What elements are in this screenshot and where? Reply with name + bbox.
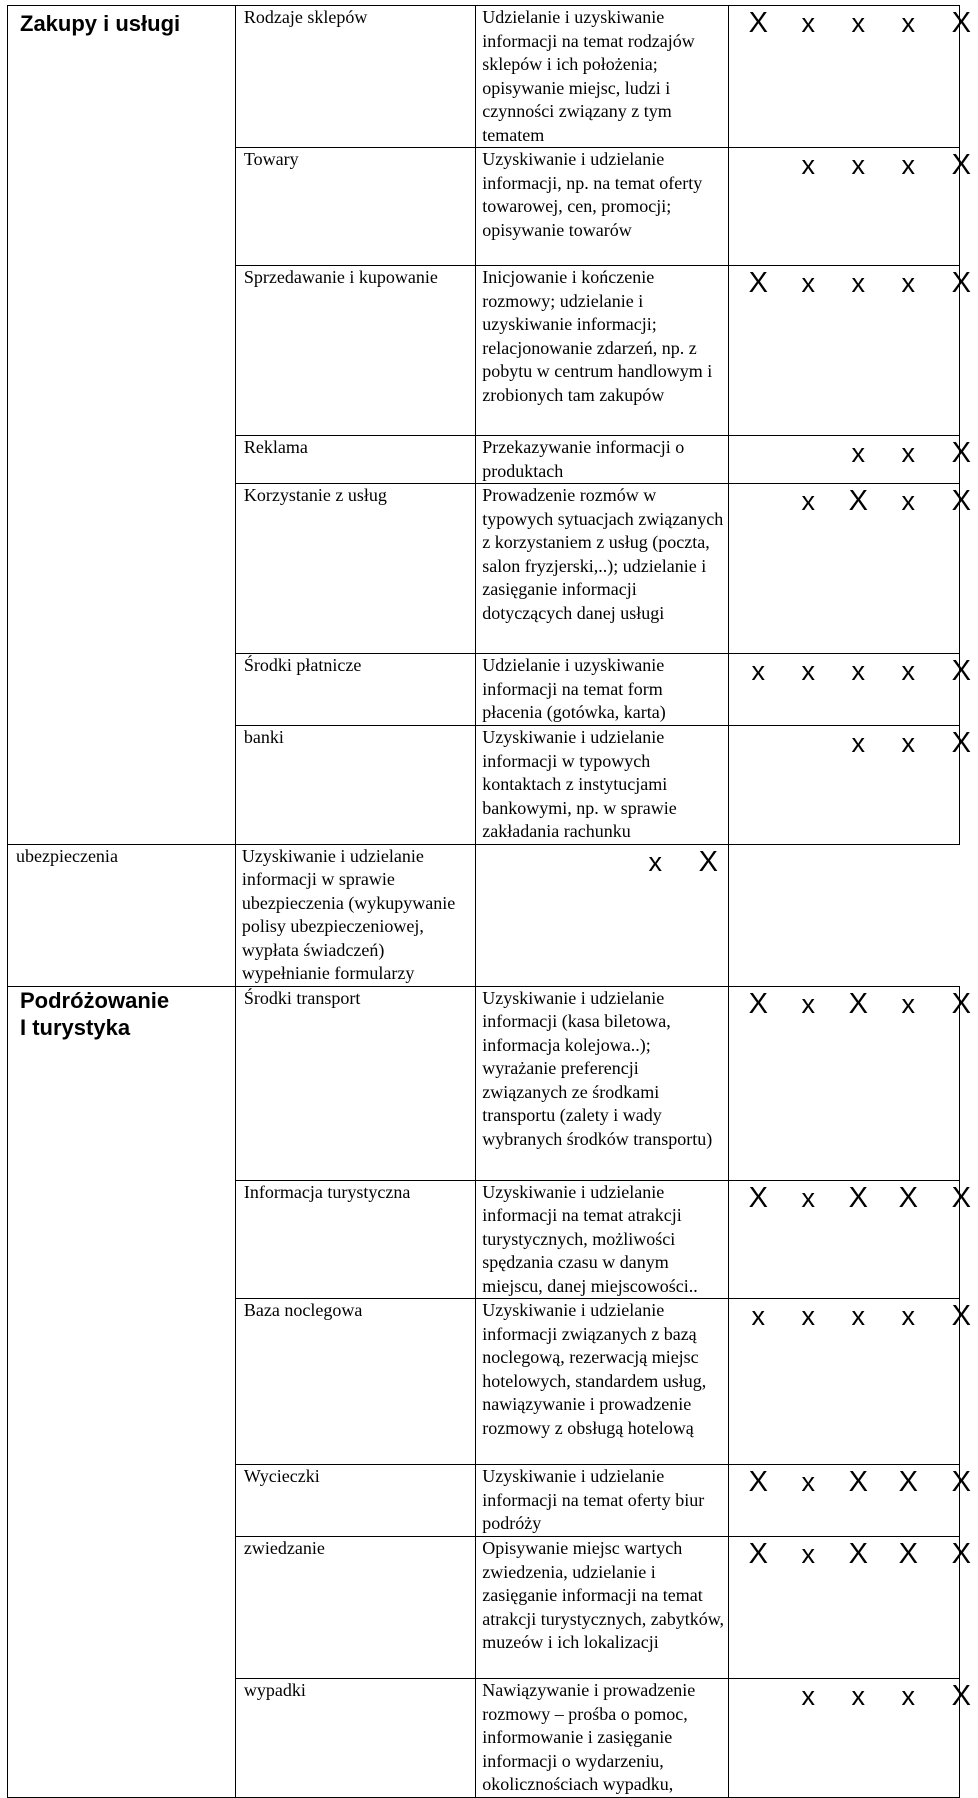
mark-4: x [901,728,916,758]
mark-5: X [951,1300,971,1332]
marks-cell [729,266,971,436]
mark-1: X [748,267,768,299]
mark-2: x [801,1539,816,1569]
mark-1: X [748,1466,768,1498]
subtopic-cell [235,484,475,654]
subtopic-label: banki [243,727,284,747]
mark-3: x [851,656,866,686]
mark-5: X [951,655,971,687]
mark-3: x [851,268,866,298]
description-cell [476,986,729,1180]
subtopic-cell [235,148,475,266]
description-cell [476,1679,729,1798]
subtopic-label: Rodzaje sklepów [243,7,368,27]
subtopic-label: ubezpieczenia [16,845,118,866]
mark-4: X [898,1538,918,1570]
marks-cell [729,1180,971,1299]
subtopic-label: Towary [243,149,299,169]
mark-2: x [801,150,816,180]
subtopic-cell [235,6,475,148]
mark-5: X [951,987,971,1020]
subtopic-label: Sprzedawanie i kupowanie [243,267,438,287]
description-text: Uzyskiwanie i udzielanie informacji w typowych kontaktach z instytucjami bankowymi, np. w sprawie zakładania rachunku [482,727,677,841]
description-text: Udzielanie i uzyskiwanie informacji na temat rodzajów sklepów i ich położenia; opisywanie miejsc, ludzi i czynności związany z tym tematem [482,7,695,145]
marks-row [729,987,971,1021]
category-title: Podróżowanie [20,987,170,1013]
marks-cell [729,484,971,654]
mark-4: X [898,1181,918,1214]
mark-1: X [748,987,768,1020]
mark-5: X [951,1466,971,1498]
marks-cell [729,1679,971,1798]
subtopic-label: Wycieczki [243,1466,320,1486]
description-text: Inicjowanie i kończenie rozmowy; udzielanie i uzyskiwanie informacji; relacjonowanie zdarzeń, np. z pobytu w centrum handlowym i zrobionych tam zakupów [482,267,713,405]
marks-row [729,484,971,518]
subtopic-label: Reklama [243,437,308,457]
description-cell [476,148,729,266]
mark-4: x [901,150,916,180]
marks-row [476,845,728,879]
description-cell [476,436,729,484]
subtopic-label: Środki transport [243,987,361,1008]
category-cell [8,6,236,845]
marks-row [729,1537,971,1571]
mark-2: x [801,268,816,298]
description-cell [476,1299,729,1465]
table-row [8,844,960,986]
marks-row [729,6,971,40]
mark-2: x [801,1182,816,1213]
mark-2: x [801,486,816,516]
mark-4: x [901,988,916,1019]
subtopic-cell [8,844,236,986]
marks-cell [729,1299,971,1465]
description-text: Uzyskiwanie i udzielanie informacji na temat atrakcji turystycznych, możliwości spędzania czasu w danym miejscu, danej miejscowości.. [482,1181,698,1296]
description-cell [476,726,729,845]
mark-2: x [801,656,816,686]
mark-1: X [748,1538,768,1570]
table-row [8,986,960,1180]
mark-3: x [851,728,866,758]
marks-cell [476,844,729,986]
category-title: Zakupy i usługi [20,11,181,36]
marks-cell [729,654,971,726]
mark-4: x [901,8,916,38]
mark-2: x [801,1681,816,1711]
subtopic-cell [235,1679,475,1798]
subtopic-cell [235,266,475,436]
mark-3: X [848,1181,868,1214]
mark-1: x [751,1301,766,1331]
mark-1: X [748,1181,768,1214]
marks-row [729,436,971,470]
description-cell [476,1537,729,1679]
marks-cell [729,148,971,266]
mark-5: X [951,727,971,759]
mark-3: X [848,1466,868,1498]
marks-row [729,1465,971,1499]
marks-cell [729,726,971,845]
marks-cell [729,436,971,484]
mark-3: x [851,1681,866,1711]
description-cell [476,1180,729,1299]
description-cell [235,844,475,986]
marks-cell [729,6,971,148]
mark-5: X [951,149,971,181]
mark-5: X [698,845,718,878]
marks-row [729,266,971,300]
mark-4: x [648,846,663,877]
description-text: Uzyskiwanie i udzielanie informacji, np. na temat oferty towarowej, cen, promocji; opisywanie towarów [482,149,703,240]
description-cell [476,266,729,436]
subtopic-cell [235,654,475,726]
marks-row [729,1181,971,1215]
marks-row [729,654,971,688]
mark-5: X [951,267,971,299]
description-cell [476,654,729,726]
mark-5: X [951,437,971,469]
description-text: Opisywanie miejsc wartych zwiedzenia, udzielanie i zasięganie informacji na temat atrakcji turystycznych, zabytków, muzeów i ich lokalizacji [482,1538,725,1652]
description-text: Uzyskiwanie i udzielanie informacji (kasa biletowa, informacja kolejowa..); wyrażanie preferencji związanych ze środkami transportu (zalety i wady wybranych środków transportu) [482,987,713,1149]
mark-3: x [851,8,866,38]
mark-3: X [848,485,868,517]
mark-4: X [898,1466,918,1498]
subtopic-label: Korzystanie z usług [243,485,387,505]
table-row [8,6,960,148]
mark-1: x [751,656,766,686]
mark-5: X [951,485,971,517]
mark-3: X [848,987,868,1020]
description-cell [476,1465,729,1537]
mark-3: x [851,438,866,468]
mark-5: X [951,1181,971,1214]
category-cell [8,986,236,1797]
mark-2: x [801,988,816,1019]
description-text: Udzielanie i uzyskiwanie informacji na temat form płacenia (gotówka, karta) [482,655,666,722]
description-text: Uzyskiwanie i udzielanie informacji w sprawie ubezpieczenia (wykupywanie polisy ubezpieczeniowej, wypłata świadczeń) wypełnianie formularzy [241,845,456,983]
marks-row [729,726,971,760]
marks-row [729,148,971,182]
mark-1: X [748,7,768,39]
category-title-line2: I turystyka [20,1014,131,1040]
mark-4: x [901,438,916,468]
mark-4: x [901,486,916,516]
curriculum-table [7,5,971,1798]
description-text: Nawiązywanie i prowadzenie rozmowy – prośba o pomoc, informowanie i zasięganie informacji o wydarzeniu, okolicznościach wypadku, [482,1680,696,1794]
description-text: Uzyskiwanie i udzielanie informacji na temat oferty biur podróży [482,1466,705,1533]
description-text: Uzyskiwanie i udzielanie informacji związanych z bazą noclegową, rezerwacją miejsc hotelowych, standardem usług, nawiązywanie i prowadzenie rozmowy z obsługą hotelową [482,1300,707,1438]
mark-4: x [901,268,916,298]
subtopic-cell [235,1537,475,1679]
mark-5: X [951,1680,971,1712]
mark-3: X [848,1538,868,1570]
mark-4: x [901,1301,916,1331]
subtopic-label: zwiedzanie [243,1538,325,1558]
marks-cell [729,1537,971,1679]
description-cell [476,484,729,654]
marks-cell [729,986,971,1180]
mark-2: x [801,1467,816,1497]
subtopic-cell [235,1299,475,1465]
subtopic-cell [235,986,475,1180]
subtopic-label: Baza noclegowa [243,1300,363,1320]
mark-2: x [801,1301,816,1331]
description-text: Prowadzenie rozmów w typowych sytuacjach związanych z korzystaniem z usług (poczta, salon fryzjerski,..); udzielanie i zasięganie informacji dotyczących danej usługi [482,485,724,623]
marks-row [729,1679,971,1713]
marks-cell [729,1465,971,1537]
description-cell [476,6,729,148]
marks-row [729,1299,971,1333]
subtopic-label: Informacja turystyczna [243,1181,411,1202]
mark-2: x [801,8,816,38]
mark-3: x [851,150,866,180]
subtopic-cell [235,1180,475,1299]
subtopic-cell [235,1465,475,1537]
mark-5: X [951,1538,971,1570]
mark-5: X [951,7,971,39]
mark-3: x [851,1301,866,1331]
subtopic-label: wypadki [243,1680,306,1700]
subtopic-cell [235,726,475,845]
mark-4: x [901,656,916,686]
description-text: Przekazywanie informacji o produktach [482,437,685,481]
mark-4: x [901,1681,916,1711]
subtopic-label: Środki płatnicze [243,655,362,675]
subtopic-cell [235,436,475,484]
